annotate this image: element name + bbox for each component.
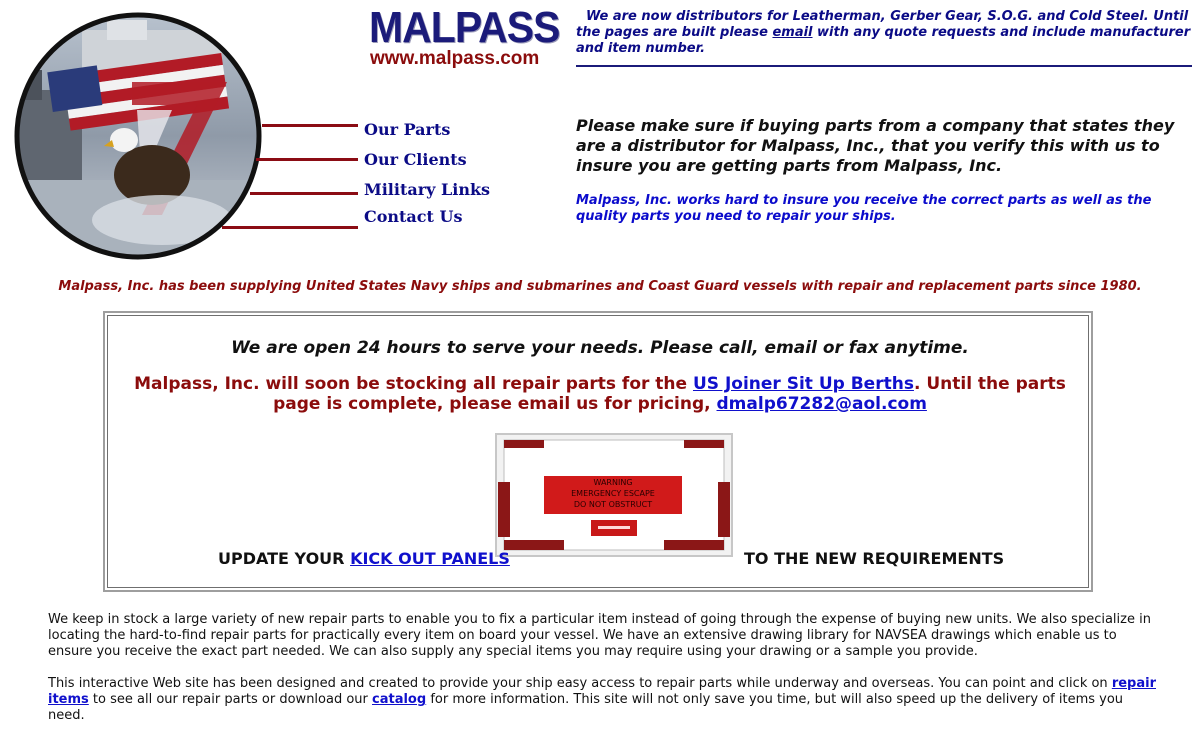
malpass-logo-wordmark: MALPASS	[369, 3, 560, 52]
joiner-text-middle: . Until the parts page is complete, please email us for pricing,	[273, 374, 1066, 414]
since-1980-statement: Malpass, Inc. has been supplying United States Navy ships and submarines and Coast Guard vessels with repair and replacement parts since 1980.	[58, 279, 1142, 294]
kick-out-panel-image[interactable]	[494, 432, 734, 558]
joiner-berths-notice	[115, 374, 1085, 414]
update-panels-text	[218, 549, 510, 568]
nav-line-contact-us	[222, 226, 358, 229]
nav-our-parts[interactable]: Our Parts	[364, 120, 451, 139]
panel-sign-line-3: DO NOT OBSTRUCT	[573, 500, 653, 509]
panel-sign-line-1: WARNING	[593, 478, 633, 487]
quality-statement: Malpass, Inc. works hard to insure you receive the correct parts as well as the quality parts you need to repair your ships.	[576, 193, 1152, 224]
nav-contact-us[interactable]: Contact Us	[364, 207, 463, 226]
catalog-link[interactable]: catalog	[372, 692, 427, 707]
email-link[interactable]: email	[772, 25, 813, 40]
us-joiner-berths-link[interactable]: US Joiner Sit Up Berths	[692, 374, 914, 394]
open-24-hours-text: We are open 24 hours to serve your needs. Please call, email or fax anytime.	[231, 338, 969, 358]
nav-line-our-parts	[262, 124, 358, 127]
update-text-before: UPDATE YOUR	[218, 549, 351, 568]
nav-line-our-clients	[256, 158, 358, 161]
website-text-middle: to see all our repair parts or download our	[88, 692, 373, 707]
malpass-logo-url: www.malpass.com	[370, 48, 540, 69]
joiner-text-before: Malpass, Inc. will soon be stocking all repair parts for the	[134, 374, 693, 394]
announcement-text-before: We are now distributors for Leatherman, Gerber Gear, S.O.G. and Cold Steel. Until the pages are built please	[576, 9, 1189, 40]
nav-our-clients[interactable]: Our Clients	[364, 150, 467, 169]
website-paragraph	[48, 676, 1160, 724]
repair-items-link[interactable]: repair items	[48, 676, 1156, 707]
inventory-paragraph: We keep in stock a large variety of new repair parts to enable you to fix a particular item instead of going through the expense of buying new units. We also specialize in locating the hard-to-find repair parts for practically every item on board your vessel. We have an extensive drawing library for NAVSEA drawings which enable us to ensure you receive the exact part needed. We can also supply any special items you may require using your drawing or a sample you provide.	[48, 612, 1151, 659]
new-requirements-text: TO THE NEW REQUIREMENTS	[744, 549, 1005, 568]
verify-distributor-notice: Please make sure if buying parts from a company that states they are a distributor for Malpass, Inc., that you verify this with us to insure you are getting parts from Malpass, Inc.	[576, 116, 1175, 175]
kick-out-panels-link[interactable]: KICK OUT PANELS	[350, 549, 510, 568]
nav-military-links[interactable]: Military Links	[364, 180, 491, 199]
contact-email-link[interactable]: dmalp67282@aol.com	[716, 394, 927, 414]
navy-emblem-image	[12, 10, 264, 262]
website-text-after: for more information. This site will not only save you time, but will also speed up the delivery of items you need.	[48, 692, 1124, 723]
website-text-before: This interactive Web site has been designed and created to provide your ship easy access to repair parts while underway and overseas. You can point and click on	[48, 676, 1112, 691]
nav-line-military-links	[250, 192, 358, 195]
distributor-announcement	[576, 9, 1192, 57]
announcement-text-after: with any quote requests and include manufacturer and item number.	[576, 25, 1191, 56]
panel-sign-line-2: EMERGENCY ESCAPE	[571, 489, 655, 498]
announcement-divider	[576, 65, 1192, 67]
